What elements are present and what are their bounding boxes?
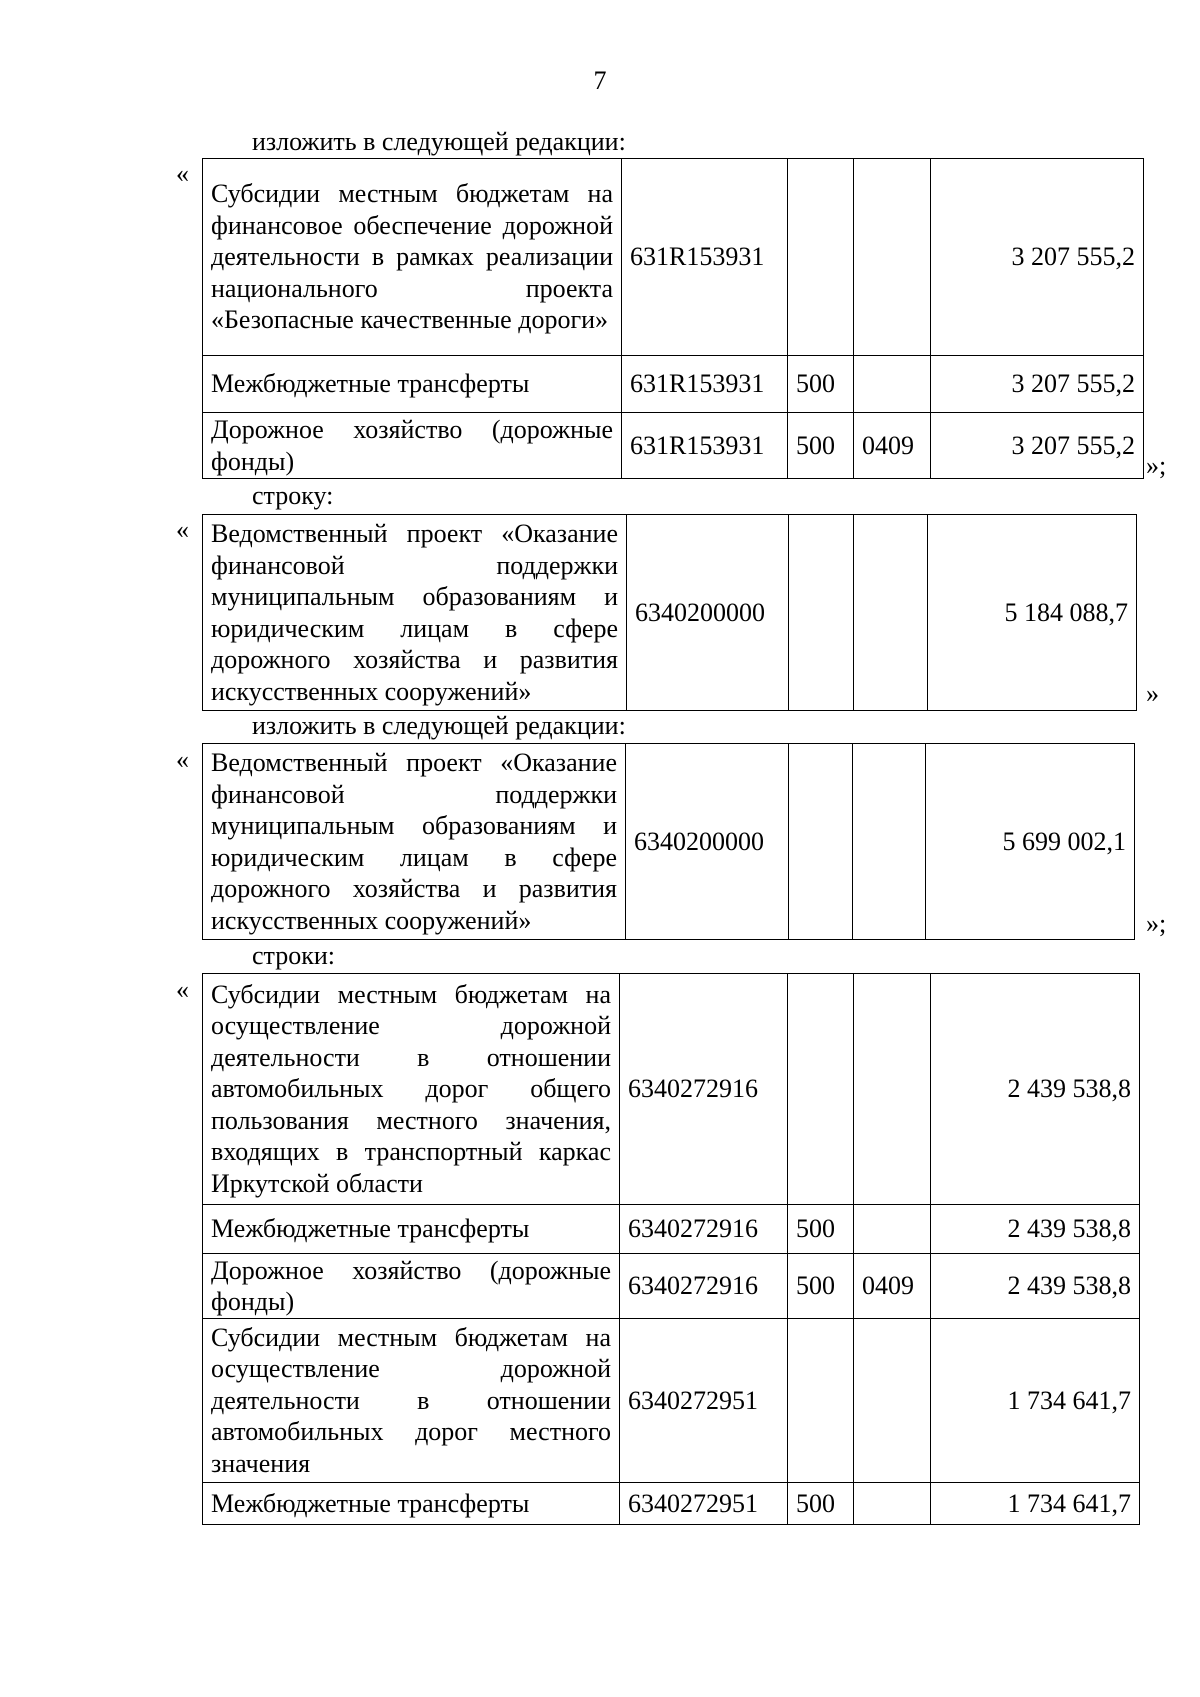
row-expense-type [788, 974, 854, 1205]
table-row [203, 974, 1140, 1205]
quote-close: » [1146, 679, 1159, 708]
row-code: 6340272951 [620, 1319, 788, 1483]
row-section-code [854, 356, 931, 413]
row-expense-type: 500 [788, 1254, 854, 1319]
table-row [203, 413, 1144, 479]
table-row [203, 515, 1137, 711]
row-description: Субсидии местным бюджетам на осуществление дорожной деятельности в отношении автомобильных дорог местного значения [203, 1319, 620, 1483]
row-expense-type: 500 [788, 1205, 854, 1254]
row-section-code [854, 1483, 931, 1525]
row-description: Дорожное хозяйство (дорожные фонды) [203, 1254, 620, 1319]
row-section-code: 0409 [854, 1254, 931, 1319]
row-amount: 3 207 555,2 [931, 413, 1144, 479]
row-section-code [853, 744, 926, 940]
row-expense-type: 500 [788, 356, 854, 413]
table-row [203, 744, 1135, 940]
row-code: 6340272916 [620, 974, 788, 1205]
table-row [203, 1483, 1140, 1525]
row-code: 631R153931 [622, 413, 788, 479]
row-amount: 5 184 088,7 [928, 515, 1137, 711]
section-caption: изложить в следующей редакции: [252, 711, 626, 740]
row-section-code [854, 515, 928, 711]
row-code: 6340272916 [620, 1254, 788, 1319]
row-expense-type: 500 [788, 413, 854, 479]
row-code: 6340200000 [626, 744, 789, 940]
budget-table-3 [202, 743, 1135, 940]
budget-table-2 [202, 514, 1137, 711]
budget-table-1 [202, 158, 1144, 479]
quote-open: « [176, 515, 189, 544]
row-amount: 3 207 555,2 [931, 159, 1144, 356]
row-code: 6340272916 [620, 1205, 788, 1254]
section-caption: изложить в следующей редакции: [252, 127, 626, 156]
row-section-code [854, 1319, 931, 1483]
row-code: 6340272951 [620, 1483, 788, 1525]
row-section-code [854, 1205, 931, 1254]
row-section-code [854, 159, 931, 356]
row-description: Дорожное хозяйство (дорожные фонды) [203, 413, 622, 479]
quote-close: »; [1146, 451, 1167, 480]
row-section-code [854, 974, 931, 1205]
row-amount: 1 734 641,7 [931, 1319, 1140, 1483]
budget-table-4 [202, 973, 1140, 1525]
row-section-code: 0409 [854, 413, 931, 479]
row-code: 6340200000 [627, 515, 789, 711]
row-expense-type [789, 744, 853, 940]
row-description: Ведомственный проект «Оказание финансовой поддержки муниципальным образованиям и юридическим лицам в сфере дорожного хозяйства и развития искусственных сооружений» [203, 744, 626, 940]
quote-open: « [176, 745, 189, 774]
table-row [203, 356, 1144, 413]
section-caption: строку: [252, 481, 334, 510]
table-row [203, 1254, 1140, 1319]
row-description: Субсидии местным бюджетам на осуществление дорожной деятельности в отношении автомобильных дорог общего пользования местного значения, входящих в транспортный каркас Иркутской области [203, 974, 620, 1205]
quote-close: »; [1146, 909, 1167, 938]
section-caption: строки: [252, 941, 335, 970]
row-description: Межбюджетные трансферты [203, 1483, 620, 1525]
row-amount: 5 699 002,1 [926, 744, 1135, 940]
row-expense-type: 500 [788, 1483, 854, 1525]
row-expense-type [789, 515, 854, 711]
row-description: Ведомственный проект «Оказание финансовой поддержки муниципальным образованиям и юридическим лицам в сфере дорожного хозяйства и развития искусственных сооружений» [203, 515, 627, 711]
table-row [203, 159, 1144, 356]
row-description: Межбюджетные трансферты [203, 356, 622, 413]
row-expense-type [788, 1319, 854, 1483]
row-amount: 3 207 555,2 [931, 356, 1144, 413]
quote-open: « [176, 159, 189, 188]
page-number: 7 [593, 66, 607, 95]
row-amount: 2 439 538,8 [931, 974, 1140, 1205]
table-row [203, 1205, 1140, 1254]
row-code: 631R153931 [622, 159, 788, 356]
quote-open: « [176, 975, 189, 1004]
row-amount: 2 439 538,8 [931, 1254, 1140, 1319]
row-amount: 1 734 641,7 [931, 1483, 1140, 1525]
row-expense-type [788, 159, 854, 356]
row-code: 631R153931 [622, 356, 788, 413]
row-amount: 2 439 538,8 [931, 1205, 1140, 1254]
table-row [203, 1319, 1140, 1483]
row-description: Субсидии местным бюджетам на финансовое обеспечение дорожной деятельности в рамках реализации национального проекта «Безопасные качественные дороги» [203, 159, 622, 356]
row-description: Межбюджетные трансферты [203, 1205, 620, 1254]
